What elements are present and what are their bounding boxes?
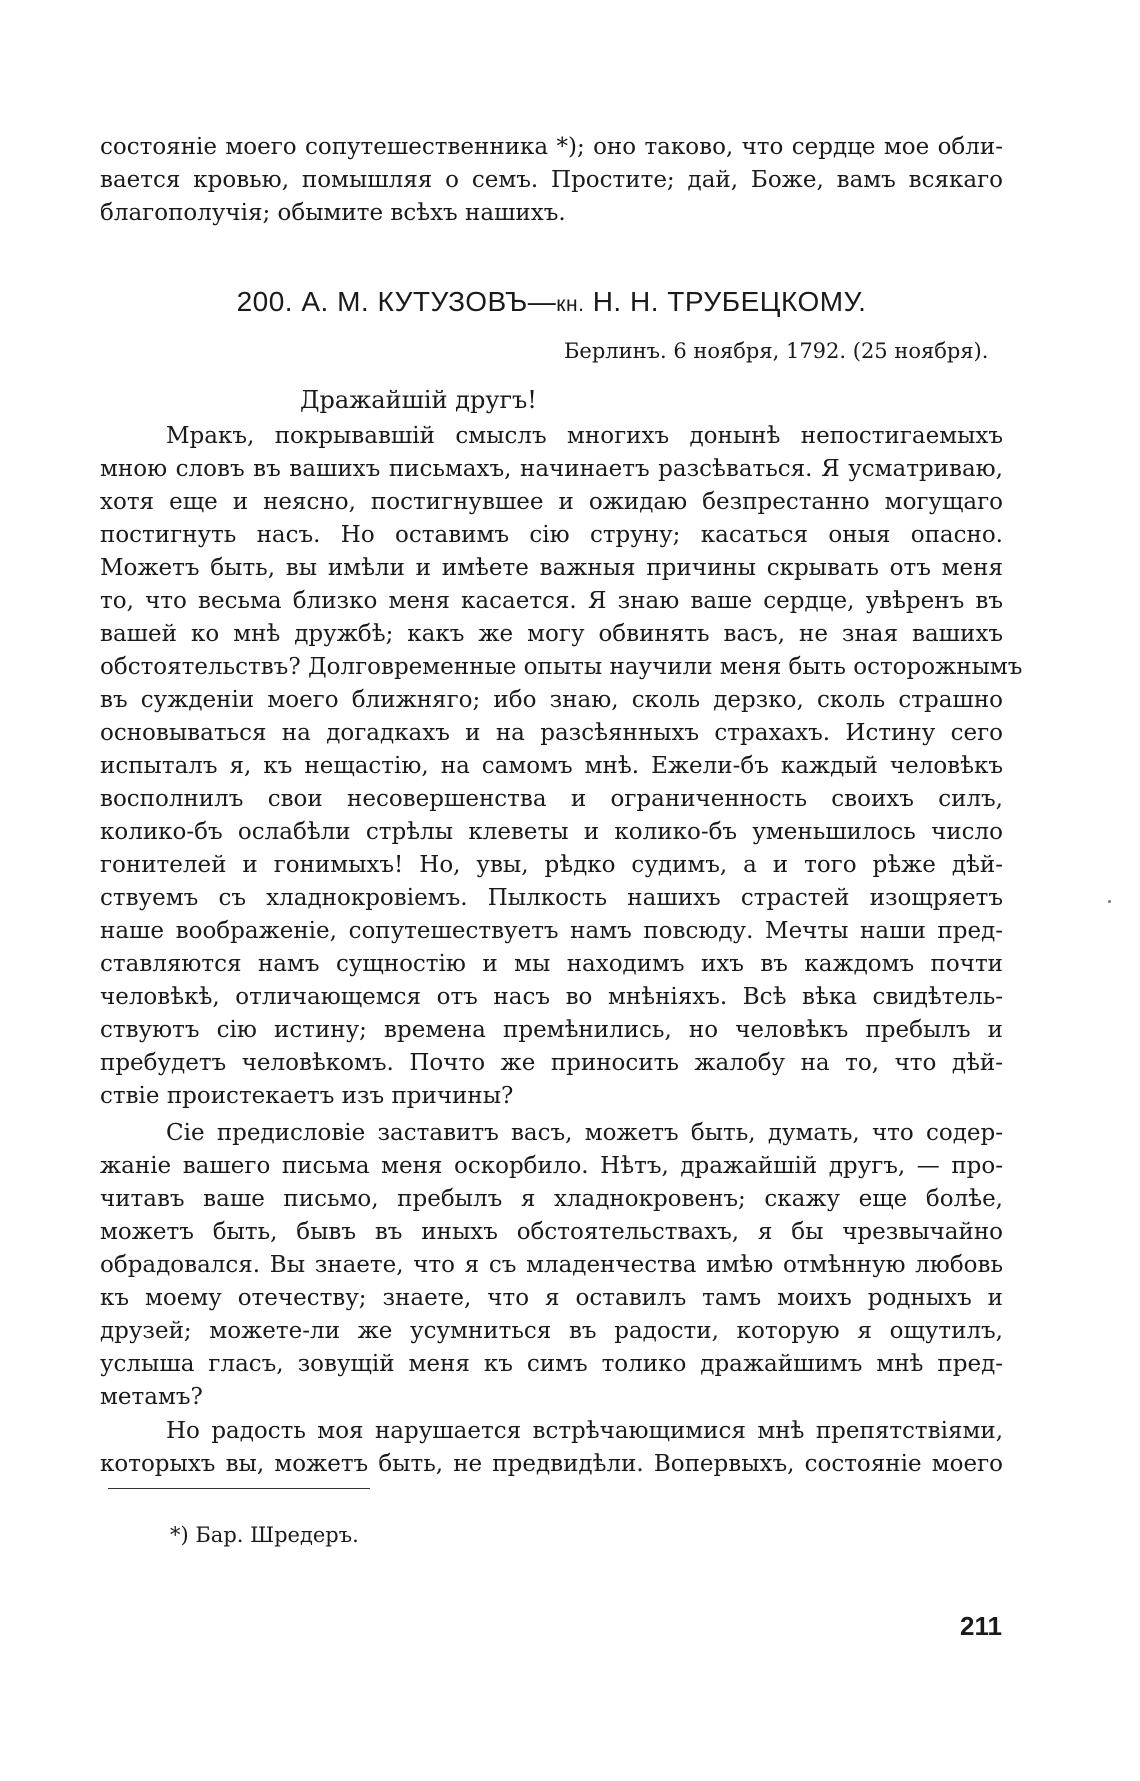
text-line: жанiе вашего письма меня оскорбило. Нѣтъ, дражайшiй другъ, — про- — [100, 1153, 1003, 1179]
text-line: Сiе предисловiе заставитъ васъ, можетъ быть, думать, что содер- — [166, 1120, 1003, 1146]
text-line: благополучiя; обымите всѣхъ нашихъ. — [100, 200, 566, 226]
footnote: *) Бар. Шредеръ. — [170, 1523, 359, 1547]
text-line: вашей ко мнѣ дружбѣ; какъ же могу обвинять васъ, не зная вашихъ — [100, 621, 1003, 647]
text-line: ствуемъ съ хладнокровiемъ. Пылкость нашихъ страстей изощряетъ — [100, 885, 1003, 911]
text-line: состоянiе моего сопутешественника *); оно таково, что сердце мое обли- — [100, 134, 1003, 160]
text-line: то, что весьма близко меня касается. Я знаю ваше сердце, увѣренъ въ — [100, 588, 1003, 614]
text-line: хотя еще и неясно, постигнувшее и ожидаю безпрестанно могущаго — [100, 489, 1003, 515]
letter-recipient: Н. Н. ТРУБЕЦКОМУ. — [592, 286, 867, 317]
paragraph-1 — [100, 420, 1023, 1113]
text-line: вается кровью, помышляя о семъ. Простите; дай, Боже, вамъ всякаго — [100, 167, 1003, 193]
text-line: испыталъ я, къ нещастiю, на самомъ мнѣ. Ежели-бъ каждый человѣкъ — [100, 753, 1003, 779]
text-line: пребудетъ человѣкомъ. Почто же приносить жалобу на то, что дѣй- — [100, 1050, 1003, 1076]
text-line: обстоятельствъ? Долговременные опыты научили меня быть осторожнымъ — [100, 654, 1023, 680]
text-line: въ сужденiи моего ближняго; ибо знаю, сколь дерзко, сколь страшно — [100, 687, 1003, 713]
footnote-divider — [108, 1488, 370, 1489]
recipient-title: кн. — [556, 293, 585, 316]
text-line: мною словъ въ вашихъ письмахъ, начинаетъ разсѣваться. Я усматриваю, — [100, 456, 1003, 482]
text-line: постигнуть насъ. Но оставимъ сiю струну; касаться оныя опасно. — [100, 522, 1003, 548]
letter-heading — [100, 282, 1003, 325]
text-line: обрадовался. Вы знаете, что я съ младенчества имѣю отмѣнную любовь — [100, 1252, 1003, 1278]
text-line: колико-бъ ослабѣли стрѣлы клеветы и колико-бъ уменьшилось число — [100, 819, 1003, 845]
text-line: къ моему отечеству; знаете, что я оставилъ тамъ моихъ родныхъ и — [100, 1285, 1003, 1311]
text-line: друзей; можете-ли же усумниться въ радости, которую я ощутилъ, — [100, 1318, 1003, 1344]
text-line: Можетъ быть, вы имѣли и имѣете важныя причины скрывать отъ меня — [100, 555, 1003, 581]
paragraph-3 — [100, 1415, 1003, 1481]
salutation: Дражайшiй другъ! — [300, 386, 537, 414]
heading-dash: — — [527, 286, 557, 317]
top-paragraph — [100, 131, 1003, 230]
paragraph-2 — [100, 1117, 1003, 1414]
dateline: Берлинъ. 6 ноября, 1792. (25 ноября). — [564, 339, 989, 363]
text-line: наше воображенiе, сопутешествуетъ намъ повсюду. Мечты наши пред- — [100, 918, 1003, 944]
text-line: человѣкѣ, отличающемся отъ насъ во мнѣнiяхъ. Всѣ вѣка свидѣтель- — [100, 984, 1003, 1010]
text-line: услыша гласъ, зовущiй меня къ симъ толико дражайшимъ мнѣ пред- — [100, 1351, 1003, 1377]
text-line: восполнилъ свои несовершенства и ограниченность своихъ силъ, — [100, 786, 1003, 812]
text-line: которыхъ вы, можетъ быть, не предвидѣли. Вопервыхъ, состоянiе моего — [100, 1451, 1003, 1477]
text-line: основываться на догадкахъ и на разсѣянныхъ страхахъ. Истину сего — [100, 720, 1003, 746]
page-number: 211 — [960, 1611, 1002, 1641]
text-line: ствiе проистекаетъ изъ причины? — [100, 1083, 514, 1109]
scan-speck — [1108, 900, 1111, 903]
text-line: ствуютъ сiю истину; времена премѣнились, но человѣкъ пребылъ и — [100, 1017, 1003, 1043]
text-line: можетъ быть, бывъ въ иныхъ обстоятельствахъ, я бы чрезвычайно — [100, 1219, 1003, 1245]
letter-author: А. М. КУТУЗОВЪ — [301, 286, 528, 317]
text-line: гонителей и гонимыхъ! Но, увы, рѣдко судимъ, а и того рѣже дѣй- — [100, 852, 1003, 878]
text-line: читавъ ваше письмо, пребылъ я хладнокровенъ; скажу еще болѣе, — [100, 1186, 1003, 1212]
text-line: ставляются намъ сущностiю и мы находимъ ихъ въ каждомъ почти — [100, 951, 1003, 977]
text-line: Мракъ, покрывавшiй смыслъ многихъ донынѣ непостигаемыхъ — [166, 423, 1003, 449]
text-line: Но радость моя нарушается встрѣчающимися мнѣ препятствiями, — [166, 1418, 1003, 1444]
letter-number: 200. — [236, 286, 294, 317]
text-line: метамъ? — [100, 1384, 203, 1410]
